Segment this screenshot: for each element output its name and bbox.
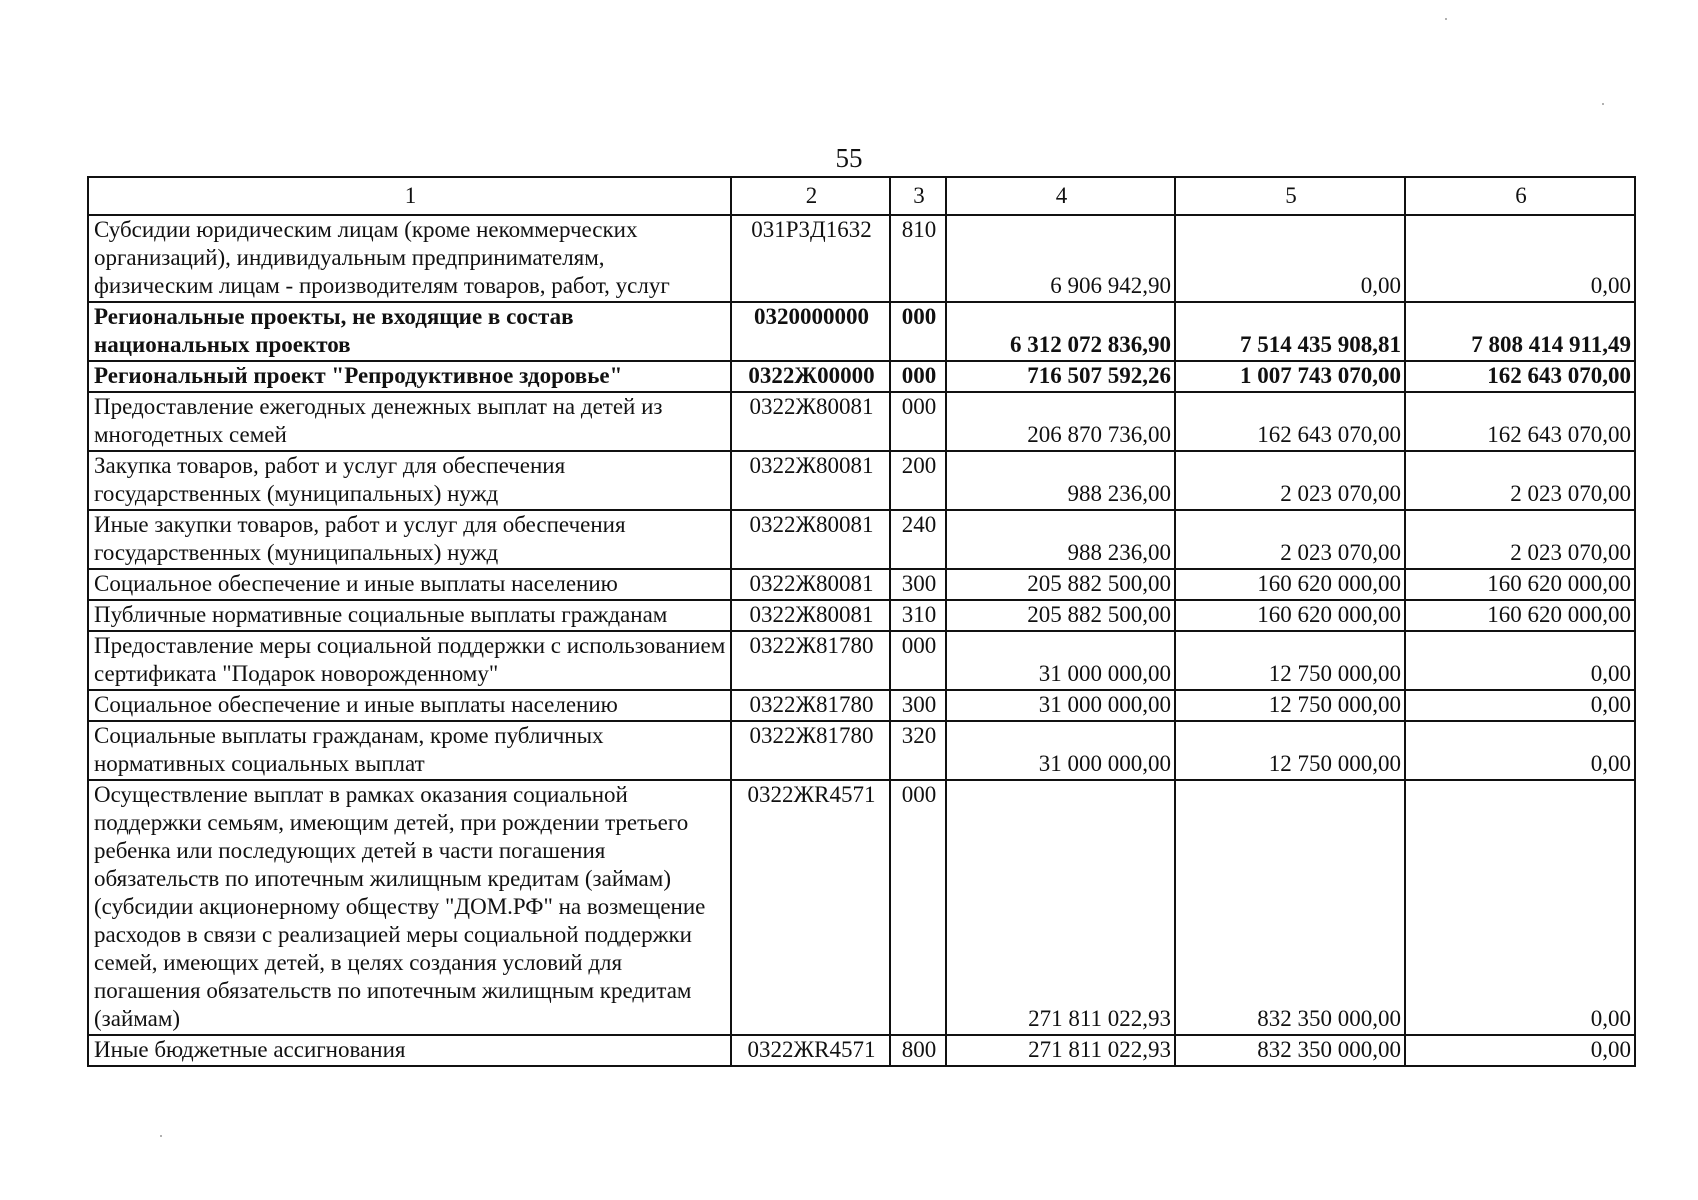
row-name-cell: Субсидии юридическим лицам (кроме некоммерческих организаций), индивидуальным предпринимателям, физическим лицам - производителям товаров, работ, услуг <box>88 215 731 302</box>
table-row <box>88 302 1635 361</box>
row-type-cell: 000 <box>890 780 946 1035</box>
table-header-row <box>88 177 1635 215</box>
row-type-cell: 000 <box>890 302 946 361</box>
row-type-cell: 000 <box>890 631 946 690</box>
row-value-col6: 0,00 <box>1405 780 1635 1035</box>
row-name-cell: Социальное обеспечение и иные выплаты населению <box>88 569 731 600</box>
row-name-cell: Предоставление ежегодных денежных выплат на детей из многодетных семей <box>88 392 731 451</box>
table-row <box>88 780 1635 1035</box>
table-row <box>88 690 1635 721</box>
row-name-cell: Социальное обеспечение и иные выплаты населению <box>88 690 731 721</box>
row-value-col5: 2 023 070,00 <box>1175 451 1405 510</box>
row-name-cell: Предоставление меры социальной поддержки с использованием сертификата "Подарок новорожденному" <box>88 631 731 690</box>
table-row <box>88 510 1635 569</box>
row-code-cell: 0322Ж81780 <box>731 690 890 721</box>
row-name-cell: Иные закупки товаров, работ и услуг для обеспечения государственных (муниципальных) нужд <box>88 510 731 569</box>
row-value-col4: 31 000 000,00 <box>946 721 1175 780</box>
row-code-cell: 0322Ж80081 <box>731 392 890 451</box>
row-value-col5: 162 643 070,00 <box>1175 392 1405 451</box>
row-code-cell: 0322Ж80081 <box>731 451 890 510</box>
row-type-cell: 810 <box>890 215 946 302</box>
row-value-col4: 205 882 500,00 <box>946 600 1175 631</box>
row-value-col4: 271 811 022,93 <box>946 780 1175 1035</box>
scan-speck <box>1602 103 1604 105</box>
row-code-cell: 0322Ж81780 <box>731 631 890 690</box>
row-value-col6: 162 643 070,00 <box>1405 361 1635 392</box>
page-number: 55 <box>835 143 863 173</box>
table-row <box>88 215 1635 302</box>
row-type-cell: 000 <box>890 392 946 451</box>
row-value-col5: 160 620 000,00 <box>1175 600 1405 631</box>
table-row <box>88 721 1635 780</box>
row-type-cell: 310 <box>890 600 946 631</box>
row-name-cell: Осуществление выплат в рамках оказания социальной поддержки семьям, имеющим детей, при рождении третьего ребенка или последующих детей в части погашения обязательств по ипотечным жилищным кредитам (займам) (субсидии акционерному обществу "ДОМ.РФ" на возмещение расходов в связи с реализацией меры социальной поддержки семей, имеющих детей, в целях создания условий для погашения обязательств по ипотечным жилищным кредитам (займам) <box>88 780 731 1035</box>
table-row <box>88 392 1635 451</box>
row-value-col4: 271 811 022,93 <box>946 1035 1175 1066</box>
row-value-col4: 988 236,00 <box>946 510 1175 569</box>
row-code-cell: 031Р3Д1632 <box>731 215 890 302</box>
row-value-col4: 716 507 592,26 <box>946 361 1175 392</box>
column-header: 2 <box>731 177 890 215</box>
row-name-cell: Закупка товаров, работ и услуг для обеспечения государственных (муниципальных) нужд <box>88 451 731 510</box>
row-value-col6: 0,00 <box>1405 215 1635 302</box>
row-value-col4: 988 236,00 <box>946 451 1175 510</box>
column-header: 3 <box>890 177 946 215</box>
row-value-col5: 7 514 435 908,81 <box>1175 302 1405 361</box>
row-value-col4: 205 882 500,00 <box>946 569 1175 600</box>
row-value-col4: 6 906 942,90 <box>946 215 1175 302</box>
row-name-cell: Региональный проект "Репродуктивное здоровье" <box>88 361 731 392</box>
row-value-col6: 2 023 070,00 <box>1405 451 1635 510</box>
row-code-cell: 0322Ж00000 <box>731 361 890 392</box>
table-row <box>88 569 1635 600</box>
row-value-col6: 0,00 <box>1405 690 1635 721</box>
row-value-col6: 162 643 070,00 <box>1405 392 1635 451</box>
row-type-cell: 300 <box>890 690 946 721</box>
row-value-col6: 160 620 000,00 <box>1405 600 1635 631</box>
row-value-col5: 2 023 070,00 <box>1175 510 1405 569</box>
row-value-col5: 12 750 000,00 <box>1175 721 1405 780</box>
row-type-cell: 300 <box>890 569 946 600</box>
row-code-cell: 0322Ж80081 <box>731 569 890 600</box>
scan-speck <box>1445 18 1447 20</box>
row-value-col5: 832 350 000,00 <box>1175 780 1405 1035</box>
row-value-col5: 832 350 000,00 <box>1175 1035 1405 1066</box>
row-type-cell: 200 <box>890 451 946 510</box>
row-value-col5: 0,00 <box>1175 215 1405 302</box>
row-value-col6: 160 620 000,00 <box>1405 569 1635 600</box>
table-row <box>88 631 1635 690</box>
row-value-col6: 7 808 414 911,49 <box>1405 302 1635 361</box>
row-type-cell: 000 <box>890 361 946 392</box>
row-value-col4: 6 312 072 836,90 <box>946 302 1175 361</box>
row-value-col5: 160 620 000,00 <box>1175 569 1405 600</box>
row-value-col5: 1 007 743 070,00 <box>1175 361 1405 392</box>
row-value-col5: 12 750 000,00 <box>1175 690 1405 721</box>
row-code-cell: 0322Ж80081 <box>731 600 890 631</box>
row-value-col6: 0,00 <box>1405 721 1635 780</box>
scan-speck <box>160 1135 162 1137</box>
row-code-cell: 0322ЖR4571 <box>731 780 890 1035</box>
row-name-cell: Региональные проекты, не входящие в состав национальных проектов <box>88 302 731 361</box>
row-value-col5: 12 750 000,00 <box>1175 631 1405 690</box>
row-code-cell: 0322Ж81780 <box>731 721 890 780</box>
column-header: 6 <box>1405 177 1635 215</box>
row-name-cell: Иные бюджетные ассигнования <box>88 1035 731 1066</box>
column-header: 4 <box>946 177 1175 215</box>
table-row <box>88 361 1635 392</box>
row-value-col6: 0,00 <box>1405 631 1635 690</box>
row-code-cell: 0322Ж80081 <box>731 510 890 569</box>
row-type-cell: 240 <box>890 510 946 569</box>
row-value-col6: 0,00 <box>1405 1035 1635 1066</box>
column-header: 5 <box>1175 177 1405 215</box>
table-row <box>88 1035 1635 1066</box>
row-code-cell: 0320000000 <box>731 302 890 361</box>
budget-table <box>87 176 1636 1067</box>
row-value-col4: 31 000 000,00 <box>946 690 1175 721</box>
row-name-cell: Социальные выплаты гражданам, кроме публичных нормативных социальных выплат <box>88 721 731 780</box>
row-type-cell: 320 <box>890 721 946 780</box>
row-value-col6: 2 023 070,00 <box>1405 510 1635 569</box>
row-type-cell: 800 <box>890 1035 946 1066</box>
column-header: 1 <box>88 177 731 215</box>
table-row <box>88 600 1635 631</box>
row-value-col4: 206 870 736,00 <box>946 392 1175 451</box>
row-value-col4: 31 000 000,00 <box>946 631 1175 690</box>
row-code-cell: 0322ЖR4571 <box>731 1035 890 1066</box>
row-name-cell: Публичные нормативные социальные выплаты гражданам <box>88 600 731 631</box>
table-row <box>88 451 1635 510</box>
